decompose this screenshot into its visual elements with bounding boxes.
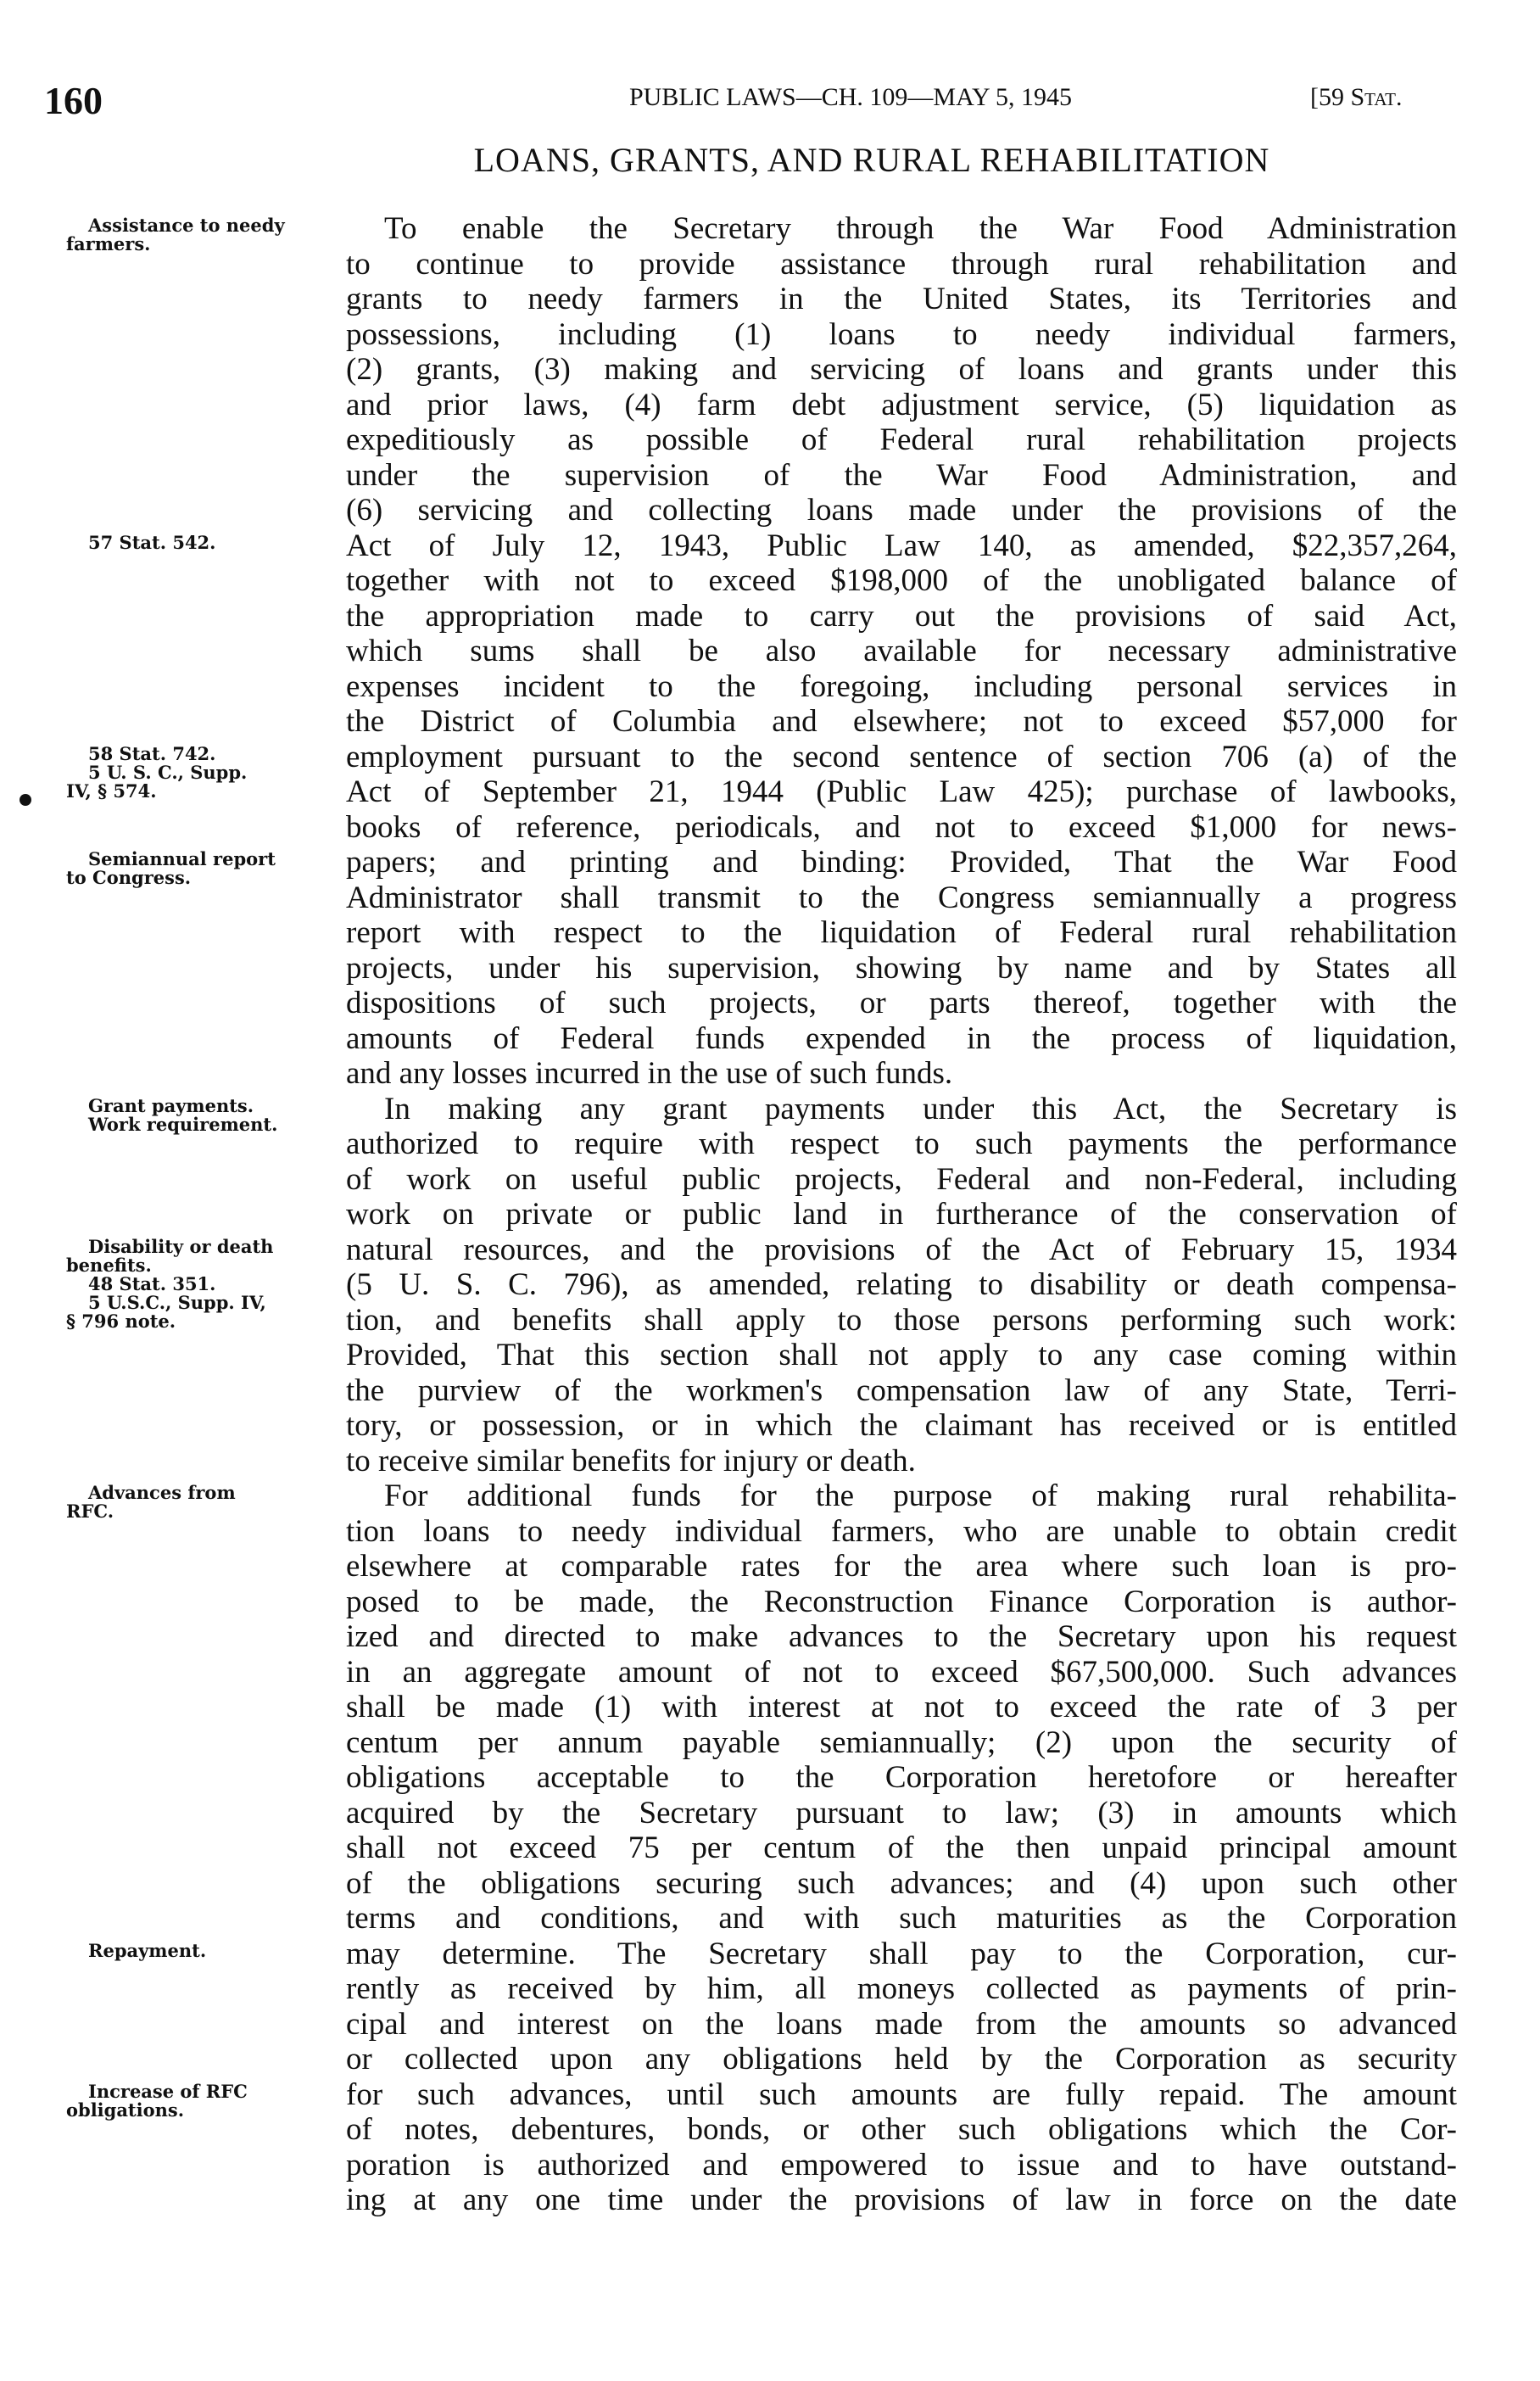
margin-note-line: Increase of RFC [88,2080,248,2102]
body-line: tion, and benefits shall apply to those persons performing such work: [346,1302,1457,1338]
margin-note-line: IV, § 574. [66,780,157,802]
margin-note-line: to Congress. [66,867,192,888]
body-line: (5 U. S. C. 796), as amended, relating to disability or death compensa- [346,1267,1457,1302]
body-line: for such advances, until such amounts are fully repaid. The amount [346,2076,1457,2112]
body-line: employment pursuant to the second sentence of section 706 (a) of the [346,739,1457,774]
margin-note-line: Work requirement. [88,1113,278,1135]
body-line: and prior laws, (4) farm debt adjustment service, (5) liquidation as [346,387,1457,422]
margin-note [66,1094,321,1135]
margin-note-line: Semiannual report [88,848,276,869]
body-line: papers; and printing and binding: Provided, That the War Food [346,845,1457,880]
body-line: natural resources, and the provisions of the Act of February 15, 1934 [346,1232,1457,1267]
body-line: expeditiously as possible of Federal rural rehabilitation projects [346,422,1457,457]
body-line: in an aggregate amount of not to exceed $67,500,000. Such advances [346,1654,1457,1690]
body-line: possessions, including (1) loans to needy individual farmers, [346,316,1457,352]
running-title: PUBLIC LAWS—CH. 109—MAY 5, 1945 [628,83,1073,111]
body-line: dispositions of such projects, or parts thereof, together with the [346,986,1457,1020]
margin-note [66,2082,321,2120]
body-line: shall not exceed 75 per centum of the then unpaid principal amount [346,1830,1457,1865]
margin-note-line: obligations. [66,2099,185,2121]
body-line: posed to be made, the Reconstruction Finance Corporation is author- [346,1584,1457,1619]
body-line: Administrator shall transmit to the Congress semiannually a progress [346,880,1457,915]
body-line: tion loans to needy individual farmers, who are unable to obtain credit [346,1513,1457,1549]
body-line: (6) servicing and collecting loans made under the provisions of the [346,493,1457,528]
body-line: To enable the Secretary through the War Food Administration [384,211,1457,246]
body-line: to continue to provide assistance through rural rehabilitation and [346,246,1457,282]
body-line: under the supervision of the War Food Administration, and [346,457,1457,493]
body-line: obligations acceptable to the Corporation heretofore or hereafter [346,1760,1457,1795]
body-line: In making any grant payments under this Act, the Secretary is [384,1091,1457,1126]
body-line: tory, or possession, or in which the claimant has received or is entitled [346,1408,1457,1443]
margin-note [66,1235,321,1332]
body-line: For additional funds for the purpose of making rural rehabilita- [384,1478,1457,1513]
page-number: 160 [44,79,103,122]
body-line: amounts of Federal funds expended in the process of liquidation, [346,1020,1457,1056]
margin-note [66,1484,321,1521]
body-line: poration is authorized and empowered to issue and to have outstand- [346,2147,1457,2183]
margin-note-line: benefits. [66,1254,152,1276]
body-line: ing at any one time under the provisions of law in force on the date [346,2183,1457,2217]
body-line: Provided, That this section shall not apply to any case coming within [346,1338,1457,1372]
margin-note [66,742,321,802]
body-line: and any losses incurred in the use of such funds. [346,1056,953,1091]
margin-note-line: 58 Stat. 742. [88,742,216,764]
body-line: report with respect to the liquidation of Federal rural rehabilitation [346,915,1457,950]
body-line: rently as received by him, all moneys collected as payments of prin- [346,1971,1457,2006]
margin-note-line: 5 U.S.C., Supp. IV, [88,1291,266,1313]
body-line: together with not to exceed $198,000 of the unobligated balance of [346,563,1457,598]
margin-note-line: 48 Stat. 351. [88,1272,216,1294]
section-title: LOANS, GRANTS, AND RURAL REHABILITATION [473,141,1270,179]
margin-note-line: farmers. [66,233,151,254]
body-line: or collected upon any obligations held by the Corporation as security [346,2042,1457,2076]
body-line: elsewhere at comparable rates for the area where such loan is pro- [346,1549,1457,1584]
body-line: grants to needy farmers in the United States, its Territories and [346,282,1457,316]
margin-note [66,531,321,553]
body-line: books of reference, periodicals, and not to exceed $1,000 for news- [346,809,1457,845]
body-line: Act of September 21, 1944 (Public Law 425); purchase of lawbooks, [346,774,1457,809]
body-line: Act of July 12, 1943, Public Law 140, as amended, $22,357,264, [346,528,1457,563]
body-line: authorized to require with respect to such payments the performance [346,1126,1457,1161]
body-line: cipal and interest on the loans made from the amounts so advanced [346,2006,1457,2042]
body-line: acquired by the Secretary pursuant to law; (3) in amounts which [346,1795,1457,1830]
body-line: projects, under his supervision, showing by name and by States all [346,950,1457,986]
body-line: which sums shall be also available for necessary administrative [346,634,1457,668]
body-line: of notes, debentures, bonds, or other such obligations which the Cor- [346,2112,1457,2147]
margin-note [66,850,321,887]
body-line: of work on useful public projects, Federal and non-Federal, including [346,1161,1457,1197]
margin-note-line: Grant payments. [88,1094,254,1116]
margin-note [66,1939,321,1961]
body-line: work on private or public land in furtherance of the conservation of [346,1197,1457,1232]
margin-note-line: Repayment. [88,1939,207,1961]
body-line: centum per annum payable semiannually; (2) upon the security of [346,1724,1457,1760]
margin-note-line: Advances from [88,1482,236,1503]
body-line: the purview of the workmen's compensation law of any State, Terri- [346,1372,1457,1408]
margin-note-line: 5 U. S. C., Supp. [88,761,248,783]
body-line: the appropriation made to carry out the provisions of said Act, [346,598,1457,634]
margin-note [66,216,321,254]
body-line: shall be made (1) with interest at not to exceed the rate of 3 per [346,1690,1457,1724]
body-line: of the obligations securing such advances; and (4) upon such other [346,1865,1457,1901]
body-line: ized and directed to make advances to the Secretary upon his request [346,1619,1457,1654]
body-line: may determine. The Secretary shall pay to the Corporation, cur- [346,1936,1457,1971]
margin-note-line: Assistance to needy [88,215,285,236]
margin-note-line: § 796 note. [66,1310,176,1332]
bullet-mark [20,794,31,806]
body-text [346,211,1457,2218]
body-line: the District of Columbia and elsewhere; not to exceed $57,000 for [346,704,1457,739]
volume-reference: [59 Stat. [1310,83,1403,111]
margin-note-line: RFC. [66,1501,114,1522]
body-line: to receive similar benefits for injury or death. [346,1443,916,1478]
body-line: (2) grants, (3) making and servicing of loans and grants under this [346,352,1457,387]
margin-note-line: Disability or death [88,1235,274,1257]
body-line: terms and conditions, and with such maturities as the Corporation [346,1901,1457,1936]
margin-note-line: 57 Stat. 542. [88,531,216,553]
body-line: expenses incident to the foregoing, including personal services in [346,668,1457,704]
